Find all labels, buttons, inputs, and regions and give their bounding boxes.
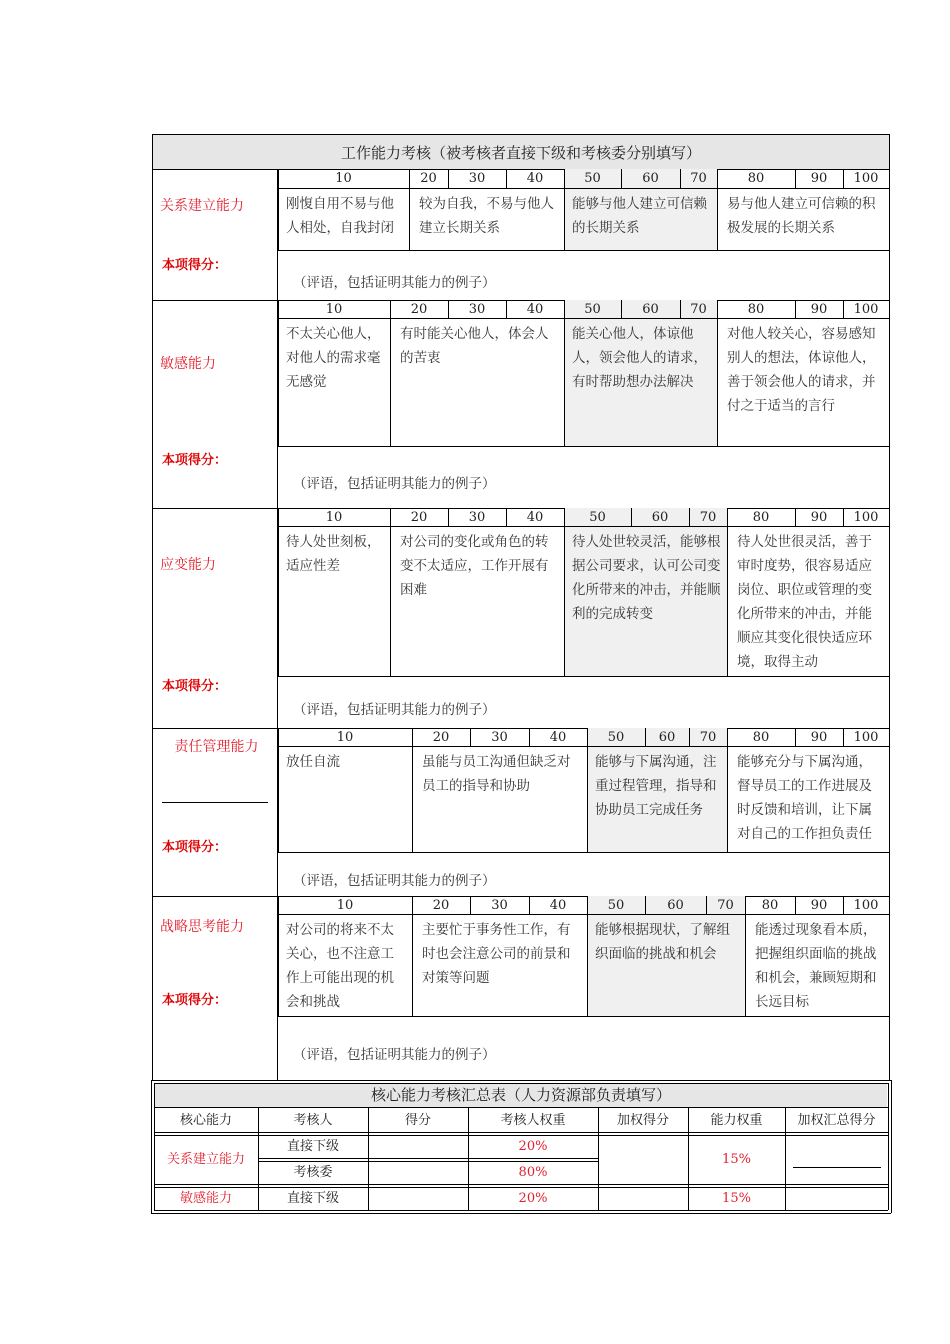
summary-header-cell: 考核人权重: [500, 1113, 566, 1128]
scale-50: 50: [584, 171, 601, 186]
rule: [154, 1184, 888, 1185]
rule: [889, 728, 890, 746]
rule: [587, 896, 588, 914]
summary-header-cell: 核心能力: [179, 1113, 232, 1128]
rule: [278, 188, 279, 250]
rule: [727, 508, 728, 526]
level-description: 能透过现象看本质，把握组织面临的挑战和机会，兼顾短期和长远目标: [755, 922, 877, 1010]
level-description: 有时能关心他人，体会人的苦衷: [400, 326, 549, 366]
level-description: 放任自流: [286, 754, 340, 770]
rule: [506, 300, 507, 318]
score-input[interactable]: [370, 1163, 466, 1183]
scale-10: 10: [336, 730, 354, 745]
scale-20: 20: [432, 898, 450, 913]
rule: [390, 508, 391, 526]
rule: [888, 1107, 889, 1210]
rule: [843, 508, 844, 526]
rule: [891, 1080, 892, 1213]
rule: [727, 746, 728, 852]
score-label: 本项得分：: [162, 258, 228, 273]
scale-80: 80: [761, 898, 779, 913]
level-description: 主要忙于事务性工作，有时也会注意公司的前景和对策等问题: [422, 922, 571, 986]
level-description: 易与他人建立可信赖的积极发展的长期关系: [727, 196, 876, 236]
comment-field[interactable]: （评语，包括证明其能力的例子）: [293, 702, 496, 718]
rule: [564, 508, 565, 526]
rule: [843, 896, 844, 914]
rule: [795, 508, 796, 526]
rule: [277, 746, 889, 747]
rule: [889, 169, 890, 188]
scale-90: 90: [810, 898, 828, 913]
scale-20: 20: [420, 171, 437, 186]
ability-name: 应变能力: [160, 557, 216, 573]
rule: [843, 169, 844, 188]
scale-90: 90: [810, 302, 828, 317]
rule: [278, 300, 279, 318]
level-description: 待人处世很灵活，善于审时度势，很容易适应岗位、职位或管理的变化所带来的冲击，并能顺应其变化很快适应环境，取得主动: [737, 534, 872, 670]
rule: [390, 318, 391, 446]
summary-header-cell: 考核人: [293, 1113, 333, 1128]
rule: [621, 300, 622, 318]
scale-100: 100: [853, 510, 879, 525]
rule: [277, 300, 278, 508]
level-description: 能够与下属沟通，注重过程管理，指导和协助员工完成任务: [595, 754, 717, 818]
scale-50: 50: [607, 898, 625, 913]
rule: [889, 188, 890, 250]
rule: [412, 914, 413, 1016]
scale-30: 30: [468, 171, 486, 186]
score-input[interactable]: [370, 1137, 466, 1157]
assessor: 考核委: [293, 1165, 333, 1180]
scale-30: 30: [491, 730, 508, 745]
rule: [409, 169, 410, 188]
comment-field[interactable]: （评语，包括证明其能力的例子）: [293, 275, 496, 291]
level-description: 较为自我，不易与他人建立长期关系: [419, 196, 554, 236]
rule: [795, 169, 796, 188]
rule: [151, 1080, 891, 1081]
rule: [277, 318, 889, 319]
scale-40: 40: [526, 510, 544, 525]
ability-name: 责任管理能力: [174, 739, 259, 755]
rule: [390, 526, 391, 676]
scale-60: 60: [642, 302, 659, 317]
summary-title: 核心能力考核汇总表（人力资源部负责填写）: [155, 1083, 887, 1107]
rule: [785, 1107, 786, 1210]
rule: [277, 169, 278, 300]
scale-70: 70: [717, 898, 734, 913]
rule: [645, 896, 646, 914]
rule: [598, 1107, 599, 1210]
rule: [889, 526, 890, 676]
rule: [621, 169, 622, 188]
ability-name: 战略思考能力: [160, 919, 244, 935]
level-description: 不太关心他人，对他人的需求毫无感觉: [286, 326, 381, 390]
rule: [277, 676, 889, 677]
rule: [278, 746, 279, 852]
rule: [564, 526, 565, 676]
scale-60: 60: [651, 510, 669, 525]
level-description: 对公司的变化或角色的转变不太适应，工作开展有困难: [400, 534, 549, 598]
rule: [587, 728, 588, 746]
rule: [645, 728, 646, 746]
rule: [564, 318, 565, 446]
rule: [258, 1161, 598, 1162]
score-label: 本项得分：: [162, 453, 228, 468]
rule: [564, 188, 565, 250]
scale-60: 60: [658, 730, 676, 745]
rule: [631, 508, 632, 526]
rule: [727, 526, 728, 676]
rule: [795, 728, 796, 746]
rule: [470, 728, 471, 746]
rule: [795, 300, 796, 318]
rule: [717, 169, 718, 188]
scale-10: 10: [335, 171, 352, 186]
scale-20: 20: [432, 730, 450, 745]
scale-90: 90: [810, 730, 828, 745]
ability-name: 关系建立能力: [160, 198, 244, 214]
level-description: 待人处世较灵活，能够根据公司要求，认可公司变化所带来的冲击，并能顺利的完成转变: [572, 534, 721, 622]
level-description: 能关心他人，体谅他人，领会他人的请求，有时帮助想办法解决: [572, 326, 707, 390]
level-description: 对公司的将来不太关心，也不注意工作上可能出现的机会和挑战: [286, 922, 394, 1010]
rule: [843, 300, 844, 318]
scale-100: 100: [853, 730, 879, 745]
scale-100: 100: [853, 302, 879, 317]
rule: [154, 1132, 888, 1133]
assessor-weight: 20%: [518, 1191, 548, 1206]
rule: [412, 746, 413, 852]
scale-50: 50: [607, 730, 625, 745]
score-label: 本项得分：: [162, 840, 228, 855]
scale-70: 70: [699, 510, 717, 525]
scale-10: 10: [325, 302, 343, 317]
level-description: 待人处世刻板，适应性差: [286, 534, 381, 574]
rule: [278, 526, 279, 676]
scale-50: 50: [589, 510, 606, 525]
rule: [151, 1213, 891, 1214]
summary-ability: 关系建立能力: [166, 1152, 245, 1167]
summary-header-cell: 得分: [404, 1113, 431, 1128]
scale-60: 60: [667, 898, 684, 913]
rule: [278, 318, 279, 446]
assessor: 直接下级: [286, 1191, 339, 1206]
rule: [529, 728, 530, 746]
scale-30: 30: [468, 302, 486, 317]
rule: [843, 728, 844, 746]
ability-weight: 15%: [722, 1152, 751, 1167]
rule: [795, 896, 796, 914]
scale-40: 40: [526, 302, 544, 317]
rule: [278, 508, 279, 526]
rule: [717, 188, 718, 250]
rule: [889, 318, 890, 446]
rule: [277, 250, 889, 251]
rule: [409, 188, 410, 250]
rule: [448, 169, 449, 188]
level-description: 虽能与员工沟通但缺乏对员工的指导和协助: [422, 754, 571, 794]
rule: [680, 300, 681, 318]
rule: [689, 508, 690, 526]
rule: [889, 300, 890, 318]
scale-30: 30: [491, 898, 508, 913]
scale-40: 40: [549, 730, 567, 745]
scale-80: 80: [752, 510, 770, 525]
form-title: 工作能力考核（被考核者直接下级和考核委分别填写）: [153, 135, 889, 169]
rule: [278, 896, 279, 914]
rule: [390, 300, 391, 318]
rule: [277, 896, 278, 1080]
rule: [889, 896, 890, 914]
total-score-line: [793, 1167, 881, 1168]
rule: [706, 896, 707, 914]
scale-10: 10: [325, 510, 343, 525]
rule: [889, 746, 890, 852]
rule: [587, 746, 588, 852]
level-description: 能够充分与下属沟通，督导员工的工作进展及时反馈和培训，让下属对自己的工作担负责任: [737, 754, 872, 842]
scale-70: 70: [690, 302, 707, 317]
rule: [506, 169, 507, 188]
score-label: 本项得分：: [162, 993, 228, 1008]
rule: [745, 914, 746, 1016]
signature-line: [162, 802, 268, 803]
rule: [717, 318, 718, 446]
assessor-weight: 80%: [518, 1165, 548, 1180]
rule: [680, 169, 681, 188]
ability-weight: 15%: [722, 1191, 751, 1206]
rule: [587, 914, 588, 1016]
rule: [154, 1083, 888, 1084]
rule: [278, 169, 279, 188]
scale-100: 100: [853, 171, 879, 186]
scale-80: 80: [747, 302, 765, 317]
scale-80: 80: [747, 171, 765, 186]
rule: [448, 300, 449, 318]
comment-field[interactable]: （评语，包括证明其能力的例子）: [293, 476, 496, 492]
rule: [278, 728, 279, 746]
rule: [258, 1158, 598, 1159]
scale-50: 50: [584, 302, 601, 317]
rule: [470, 896, 471, 914]
summary-header-cell: 加权汇总得分: [797, 1113, 876, 1128]
scale-20: 20: [410, 510, 428, 525]
rule: [277, 728, 278, 896]
rule: [152, 134, 153, 1080]
score-label: 本项得分：: [162, 679, 228, 694]
rule: [277, 852, 889, 853]
scale-10: 10: [336, 898, 354, 913]
level-description: 能够根据现状，了解组织面临的挑战和机会: [595, 922, 730, 962]
rule: [564, 300, 565, 318]
scale-40: 40: [549, 898, 567, 913]
rule: [717, 300, 718, 318]
scale-80: 80: [752, 730, 770, 745]
summary-header-cell: 加权得分: [616, 1113, 669, 1128]
scale-90: 90: [810, 510, 828, 525]
rule: [564, 169, 565, 188]
assessor-weight: 20%: [518, 1139, 548, 1154]
rule: [727, 728, 728, 746]
scale-40: 40: [526, 171, 544, 186]
rule: [277, 508, 278, 728]
scale-90: 90: [810, 171, 828, 186]
rule: [412, 896, 413, 914]
rule: [689, 728, 690, 746]
rule: [889, 508, 890, 526]
rule: [151, 1080, 152, 1213]
level-description: 刚愎自用不易与他人相处，自我封闭: [286, 196, 394, 236]
scale-30: 30: [468, 510, 486, 525]
scale-20: 20: [410, 302, 428, 317]
level-description: 能够与他人建立可信赖的长期关系: [572, 196, 707, 236]
comment-field[interactable]: （评语，包括证明其能力的例子）: [293, 1047, 496, 1063]
comment-field[interactable]: （评语，包括证明其能力的例子）: [293, 873, 496, 889]
rule: [448, 508, 449, 526]
summary-header-cell: 能力权重: [710, 1113, 763, 1128]
rule: [506, 508, 507, 526]
rule: [154, 1107, 888, 1108]
assessor: 直接下级: [286, 1139, 339, 1154]
rule: [277, 914, 889, 915]
rule: [277, 1016, 889, 1017]
scale-70: 70: [690, 171, 707, 186]
summary-ability: 敏感能力: [179, 1191, 232, 1206]
rule: [889, 914, 890, 1016]
scale-100: 100: [853, 898, 879, 913]
ability-name: 敏感能力: [160, 356, 216, 372]
rule: [277, 446, 889, 447]
rule: [529, 896, 530, 914]
rule: [745, 896, 746, 914]
rule: [277, 526, 889, 527]
rule: [277, 188, 889, 189]
rule: [154, 1210, 888, 1211]
scale-70: 70: [699, 730, 717, 745]
scale-60: 60: [642, 171, 659, 186]
level-description: 对他人较关心，容易感知别人的想法，体谅他人，善于领会他人的请求，并付之于适当的言行: [727, 326, 876, 414]
rule: [278, 914, 279, 1016]
rule: [412, 728, 413, 746]
